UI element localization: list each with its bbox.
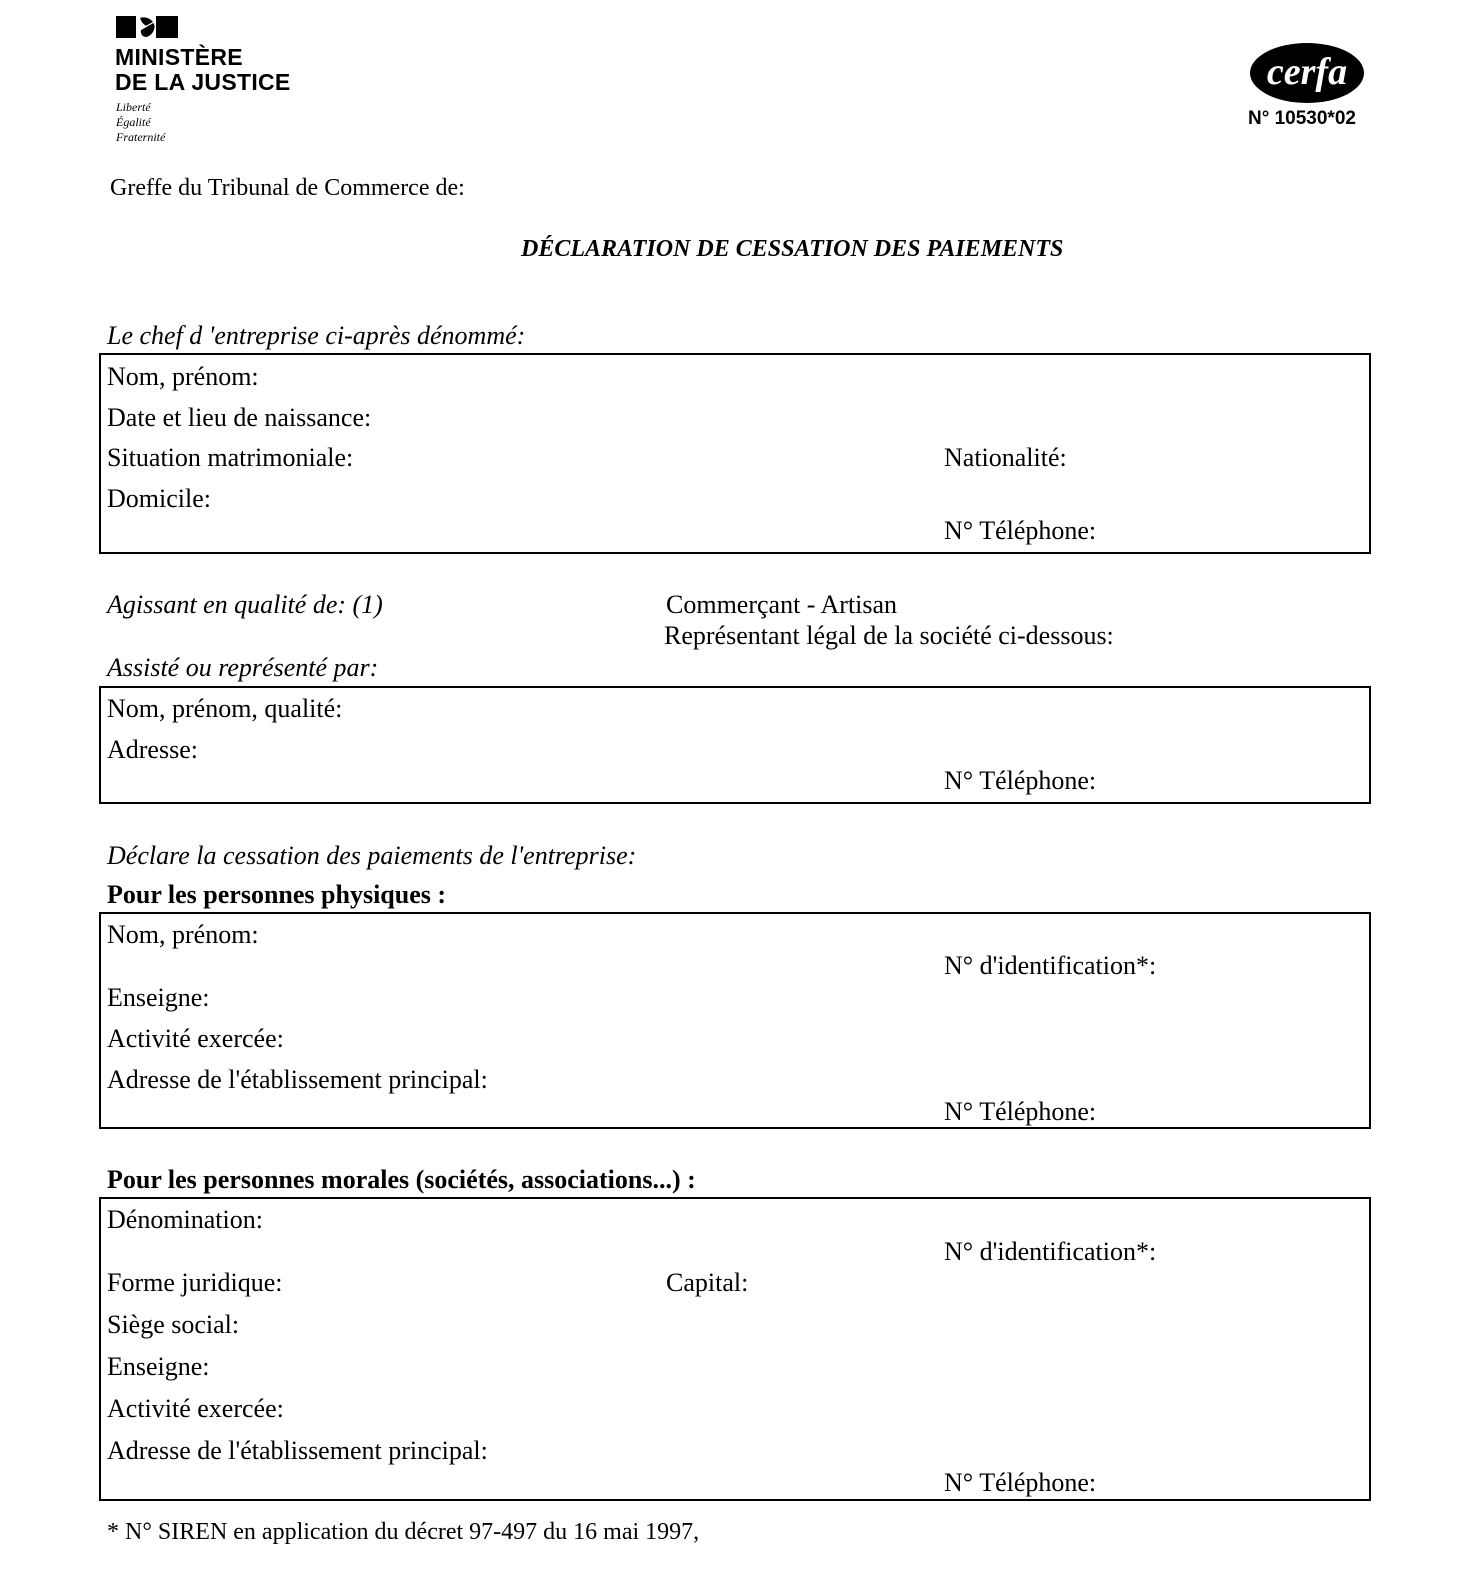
qualite-option-commercant: Commerçant - Artisan [666, 590, 898, 619]
assiste-adresse-label: Adresse: [107, 735, 198, 764]
ministry-name-line1: MINISTÈRE [115, 44, 243, 70]
physiques-identification-label: N° d'identification*: [944, 951, 1157, 980]
cerfa-logo-text: cerfa [1266, 51, 1348, 93]
marianne-logo-icon [116, 16, 178, 38]
assiste-telephone-label: N° Téléphone: [944, 766, 1097, 795]
physiques-heading: Pour les personnes physiques : [107, 880, 447, 909]
morales-identification-label: N° d'identification*: [944, 1237, 1157, 1266]
physiques-nom-prenom-label: Nom, prénom: [107, 920, 259, 949]
physiques-telephone-label: N° Téléphone: [944, 1097, 1097, 1126]
greffe-label: Greffe du Tribunal de Commerce de: [110, 175, 465, 201]
chef-date-lieu-label: Date et lieu de naissance: [107, 403, 372, 432]
ministry-name-line2: DE LA JUSTICE [115, 69, 291, 95]
motto-liberte: Liberté [116, 100, 151, 114]
morales-capital-label: Capital: [666, 1268, 749, 1297]
morales-enseigne-label: Enseigne: [107, 1352, 210, 1381]
cerfa-number: N° 10530*02 [1248, 108, 1356, 129]
morales-heading: Pour les personnes morales (sociétés, associations...) : [107, 1165, 696, 1194]
chef-nationalite-label: Nationalité: [944, 443, 1067, 472]
morales-telephone-label: N° Téléphone: [944, 1468, 1097, 1497]
chef-heading: Le chef d 'entreprise ci-après dénommé: [107, 321, 526, 350]
morales-denomination-label: Dénomination: [107, 1205, 263, 1234]
chef-telephone-label: N° Téléphone: [944, 516, 1097, 545]
declare-heading: Déclare la cessation des paiements de l'entreprise: [107, 841, 637, 870]
chef-nom-prenom-label: Nom, prénom: [107, 362, 259, 391]
chef-domicile-label: Domicile: [107, 484, 211, 513]
morales-forme-label: Forme juridique: [107, 1268, 283, 1297]
footnote: * N° SIREN en application du décret 97-497 du 16 mai 1997, [107, 1519, 700, 1545]
physiques-enseigne-label: Enseigne: [107, 983, 210, 1012]
physiques-adresse-label: Adresse de l'établissement principal: [107, 1065, 488, 1094]
morales-adresse-label: Adresse de l'établissement principal: [107, 1436, 488, 1465]
motto-egalite: Égalité [116, 115, 151, 129]
cerfa-logo-icon [1249, 42, 1365, 104]
morales-siege-label: Siège social: [107, 1310, 240, 1339]
qualite-label: Agissant en qualité de: (1) [107, 590, 383, 619]
physiques-section-box [99, 912, 1371, 1129]
chef-situation-label: Situation matrimoniale: [107, 443, 354, 472]
morales-activite-label: Activité exercée: [107, 1394, 284, 1423]
qualite-option-representant: Représentant légal de la société ci-dessous: [664, 621, 1114, 650]
assiste-nom-qualite-label: Nom, prénom, qualité: [107, 694, 343, 723]
assiste-heading: Assisté ou représenté par: [107, 653, 379, 682]
form-title: DÉCLARATION DE CESSATION DES PAIEMENTS [521, 236, 1064, 262]
motto-fraternite: Fraternité [116, 130, 166, 144]
physiques-activite-label: Activité exercée: [107, 1024, 284, 1053]
